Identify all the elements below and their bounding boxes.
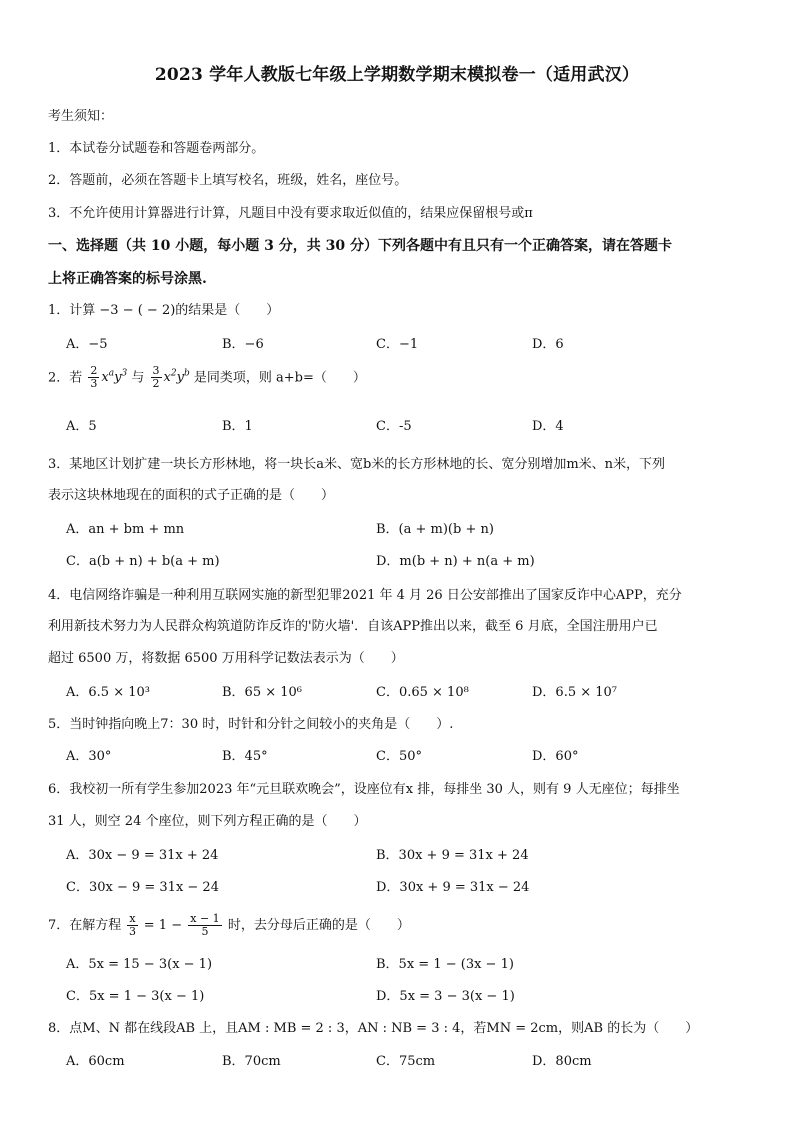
question-6-stem: 6．我校初一所有学生参加2023 年“元旦联欢晚会”，设座位有x 排，每排坐 30 人，则有 9 人无座位；每排坐 [48, 782, 680, 797]
q8-option-c[interactable]: C．75cm [376, 1054, 436, 1069]
q7-suffix: 时，去分母后正确的是（ ） [227, 918, 410, 933]
q5-option-a[interactable]: A．30° [66, 749, 112, 764]
q2-mid: 与 [131, 370, 145, 386]
q4-option-d[interactable]: D．6.5 × 10⁷ [532, 685, 618, 700]
q4-option-a[interactable]: A．6.5 × 10³ [66, 685, 150, 700]
q3-option-b[interactable]: B．(a + m)(b + n) [376, 522, 494, 537]
section-heading: 一、选择题（共 10 小题，每小题 3 分，共 30 分）下列各题中有且只有一个正确答案，请在答题卡 [48, 238, 672, 254]
notice-item: 1．本试卷分试题卷和答题卷两部分。 [48, 141, 265, 156]
q5-option-c[interactable]: C．50° [376, 749, 422, 764]
notice-item: 3．不允许使用计算器进行计算，凡题目中没有要求取近似值的，结果应保留根号或π [48, 206, 533, 221]
q8-option-b[interactable]: B．70cm [222, 1054, 281, 1069]
q7-option-d[interactable]: D．5x = 3 − 3(x − 1) [376, 989, 515, 1004]
q1-option-c[interactable]: C．−1 [376, 337, 419, 352]
q1-option-b[interactable]: B．−6 [222, 337, 264, 352]
q2-option-d[interactable]: D．4 [532, 419, 564, 434]
q3-option-c[interactable]: C．a(b + n) + b(a + m) [66, 554, 220, 569]
question-3-stem: 3．某地区计划扩建一块长方形林地，将一块长a米、宽b米的长方形林地的长、宽分别增加m米、n米，下列 [48, 457, 666, 472]
q2-option-c[interactable]: C．-5 [376, 419, 412, 434]
page-title: 2023 学年人教版七年级上学期数学期末模拟卷一（适用武汉） [154, 65, 640, 85]
q7-option-a[interactable]: A．5x = 15 − 3(x − 1) [66, 957, 213, 972]
q4-option-c[interactable]: C．0.65 × 10⁸ [376, 685, 469, 700]
question-4-stem-cont: 超过 6500 万，将数据 6500 万用科学记数法表示为（ ） [48, 651, 404, 666]
q2-fraction-2: $\frac{3}{2}$ [152, 364, 160, 391]
q6-option-b[interactable]: B．30x + 9 = 31x + 24 [376, 848, 529, 863]
q3-option-d[interactable]: D．m(b + n) + n(a + m) [376, 554, 535, 569]
q5-option-b[interactable]: B．45° [222, 749, 268, 764]
q7-fraction-1: $\frac{x}{3}$ [129, 912, 137, 938]
question-7-stem [48, 913, 410, 938]
notice-heading: 考生须知： [48, 109, 114, 124]
q1-option-d[interactable]: D．6 [532, 337, 564, 352]
q8-option-a[interactable]: A．60cm [66, 1054, 125, 1069]
q4-option-b[interactable]: B．65 × 10⁶ [222, 685, 303, 700]
question-6-stem-cont: 31 人，则空 24 个座位，则下列方程正确的是（ ） [48, 814, 367, 829]
q7-option-c[interactable]: C．5x = 1 − 3(x − 1) [66, 989, 205, 1004]
q6-option-a[interactable]: A．30x − 9 = 31x + 24 [66, 848, 219, 863]
question-2-stem: 2．若 $\frac{2}{3}$ $x^ay^3$ 与 $\frac{3}{2}$ $x^2y^b$ 是同类项，则 a+b=（ ） [48, 364, 366, 391]
notice-item: 2．答题前，必须在答题卡上填写校名，班级，姓名，座位号。 [48, 173, 408, 188]
q7-prefix: 7．在解方程 [48, 918, 122, 933]
q2-suffix: 是同类项，则 a+b=（ ） [193, 370, 366, 386]
question-4-stem: 4．电信网络诈骗是一种利用互联网实施的新型犯罪2021 年 4 月 26 日公安部推出了国家反诈中心APP，充分 [48, 588, 682, 603]
question-4-stem-cont: 利用新技术努力为人民群众构筑道防诈反诈的'防火墙'．自该APP推出以来，截至 6 月底，全国注册用户已 [48, 619, 658, 634]
question-8-stem: 8．点M、N 都在线段AB 上，且AM : MB = 2 : 3，AN : NB = 3 : 4，若MN = 2cm，则AB 的长为（ ） [48, 1021, 699, 1036]
q2-prefix: 2．若 [48, 370, 83, 386]
q6-option-c[interactable]: C．30x − 9 = 31x − 24 [66, 880, 219, 895]
question-1-stem: 1．计算 −3 − ( − 2)的结果是（ ） [48, 303, 280, 318]
q7-fraction-2: $\frac{x - 1}{5}$ [190, 912, 220, 938]
section-heading-cont: 上将正确答案的标号涂黑. [48, 271, 207, 287]
q8-option-d[interactable]: D．80cm [532, 1054, 592, 1069]
q2-option-b[interactable]: B．1 [222, 419, 253, 434]
question-3-stem-cont: 表示这块林地现在的面积的式子正确的是（ ） [48, 488, 335, 503]
q1-option-a[interactable]: A．−5 [66, 337, 108, 352]
q2-option-a[interactable]: A．5 [66, 419, 97, 434]
q5-option-d[interactable]: D．60° [532, 749, 579, 764]
q6-option-d[interactable]: D．30x + 9 = 31x − 24 [376, 880, 530, 895]
q7-mid: = 1 − [143, 918, 183, 933]
q3-option-a[interactable]: A．an + bm + mn [66, 522, 185, 537]
q7-option-b[interactable]: B．5x = 1 − (3x − 1) [376, 957, 514, 972]
q2-fraction-1: $\frac{2}{3}$ [90, 364, 98, 391]
question-5-stem: 5．当时钟指向晚上7：30 时，时针和分针之间较小的夹角是（ ）. [48, 717, 454, 732]
